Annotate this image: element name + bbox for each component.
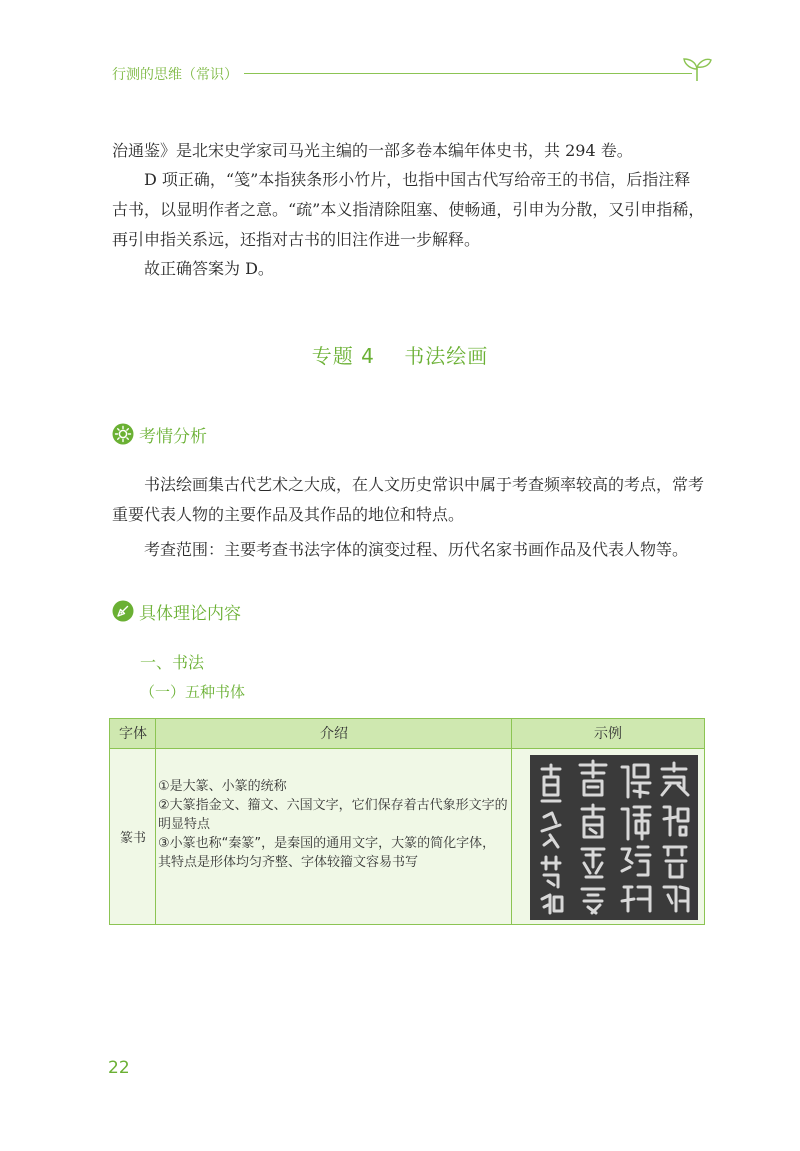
header-title: 行测的思维（常识） (112, 67, 238, 83)
intro-line-3: ③小篆也称“秦篆”，是秦国的通用文字，大篆的简化字体，其特点是形体均匀齐整、字体较籀文容易书写 (158, 836, 496, 870)
pen-nib-icon (112, 600, 134, 622)
section-heading-analysis (112, 420, 207, 448)
subheading-five-scripts: （一）五种书体 (140, 683, 246, 701)
table-cell-script-name: 篆书 (119, 831, 146, 846)
running-header (112, 56, 712, 86)
topic-title: 专题 4 书法绘画 (311, 344, 489, 368)
seal-script-rubbing-image (530, 755, 698, 920)
table-header-row (110, 719, 704, 749)
section-heading-theory (112, 597, 241, 625)
subheading-calligraphy: 一、书法 (140, 653, 205, 672)
scripts-table (109, 718, 705, 925)
table-divider (511, 719, 512, 924)
page-number: 22 (108, 1058, 130, 1078)
section-title-analysis: 考情分析 (139, 426, 207, 447)
section-title-theory: 具体理论内容 (139, 603, 241, 624)
paragraph-2: D 项正确，“笺”本指狭条形小竹片，也指中国古代写给帝王的书信，后指注释古书，以显明作者之意。“疏”本义指清除阻塞、使畅通，引申为分散，又引申指稀，再引申指关系远，还指对古书的旧注作进一步解释。 (112, 170, 705, 249)
paragraph-3: 故正确答案为 D。 (144, 259, 274, 278)
table-header-intro: 介绍 (320, 726, 348, 742)
sprout-icon (680, 56, 714, 82)
analysis-paragraph-1: 书法绘画集古代艺术之大成，在人文历史常识中属于考查频率较高的考点，常考重要代表人物的主要作品及其作品的地位和特点。 (112, 475, 705, 524)
intro-line-1: ①是大篆、小篆的统称 (158, 779, 287, 794)
intro-line-2: ②大篆指金文、籀文、六国文字，它们保存着古代象形文字的明显特点 (158, 798, 508, 832)
analysis-paragraph-2: 考查范围：主要考查书法字体的演变过程、历代名家书画作品及代表人物等。 (144, 540, 689, 559)
sun-icon (112, 423, 134, 445)
header-rule (244, 73, 692, 74)
table-header-script: 字体 (119, 726, 147, 742)
table-cell-intro (158, 777, 508, 872)
table-header-example: 示例 (594, 726, 622, 742)
paragraph-1: 治通鉴》是北宋史学家司马光主编的一部多卷本编年体史书，共 294 卷。 (112, 141, 633, 160)
